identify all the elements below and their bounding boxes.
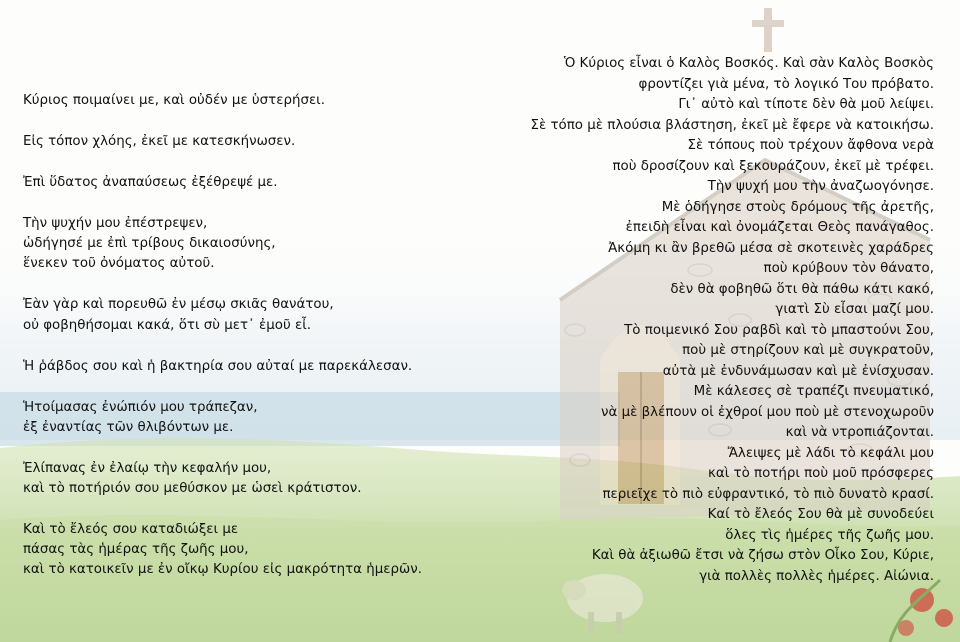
verse-line: Ἡτοίμασας ἐνώπιόν μου τράπεζαν, bbox=[23, 399, 258, 415]
verse-line: πάσας τὰς ἡμέρας τῆς ζωῆς μου, bbox=[23, 542, 249, 558]
verse-line: Ἡ ῥάβδος σου καὶ ἡ βακτηρία σου αὐταί με παρεκάλεσαν. bbox=[23, 358, 413, 374]
verse-line: Καὶ τὸ ἔλεός σου καταδιώξει με bbox=[23, 522, 239, 538]
paraphrase-line: Καί τὸ ἔλεός Σου θὰ μὲ συνοδεύει bbox=[707, 507, 934, 522]
paraphrase-line: ποὺ κρύβουν τὸν θάνατο, bbox=[763, 261, 934, 276]
paraphrase-line: Ἄλειψες μὲ λάδι τὸ κεφάλι μου bbox=[727, 445, 934, 461]
modern-greek-paraphrase bbox=[414, 54, 934, 587]
paraphrase-line: περιεῖχε τὸ πιὸ εὐφραντικό, τὸ πιὸ δυνατὸ κρασί. bbox=[602, 486, 934, 502]
verse-line: Ἐὰν γὰρ καὶ πορευθῶ ἐν μέσῳ σκιᾶς θανάτου, bbox=[23, 297, 334, 313]
paraphrase-line: ποὺ δροσίζουν καὶ ξεκουράζουν, ἐκεῖ μὲ τρέφει. bbox=[612, 158, 934, 174]
verse-line: Τὴν ψυχήν μου ἐπέστρεψεν, bbox=[23, 216, 208, 231]
paraphrase-line: Τὸ ποιμενικό Σου ραβδὶ καὶ τὸ μπαστούνι Σου, bbox=[624, 322, 934, 338]
paraphrase-line: Σὲ τόπους ποὺ τρέχουν ἄφθονα νερὰ bbox=[687, 138, 934, 153]
paraphrase-line: γιὰ πολλὲς πολλὲς ἡμέρες. Αἰώνια. bbox=[699, 568, 934, 584]
verse-line: ἐξ ἐναντίας τῶν θλιβόντων με. bbox=[23, 419, 234, 435]
verse-line: Εἰς τόπον χλόης, ἐκεῖ με κατεσκήνωσεν. bbox=[23, 134, 296, 149]
paraphrase-line: νὰ μὲ βλέπουν οἱ ἐχθροί μου ποὺ μὲ στενοχωροῦν bbox=[601, 404, 934, 420]
paraphrase-line: ὅλες τὶς ἡμέρες τῆς ζωῆς μου. bbox=[725, 527, 934, 543]
verse-line: ἕνεκεν τοῦ ὀνόματος αὐτοῦ. bbox=[23, 256, 215, 272]
verse-line: ὡδήγησέ με ἐπὶ τρίβους δικαιοσύνης, bbox=[23, 236, 276, 252]
verse-line: οὐ φοβηθήσομαι κακά, ὅτι σὺ μετ᾽ ἐμοῦ εἶ. bbox=[23, 317, 311, 333]
paraphrase-line: καὶ τὸ ποτήρι ποὺ μοῦ πρόσφερες bbox=[708, 466, 934, 481]
paraphrase-line: Τὴν ψυχή μου τὴν ἀναζωογόνησε. bbox=[707, 179, 934, 194]
paraphrase-line: Σὲ τόπο μὲ πλούσια βλάστηση, ἐκεῖ μὲ ἔφερε νὰ κατοικήσω. bbox=[530, 117, 934, 133]
verse-line: Κύριος ποιμαίνει με, καὶ οὐδέν με ὑστερήσει. bbox=[23, 93, 325, 108]
paraphrase-line: γιατὶ Σὺ εἶσαι μαζί μου. bbox=[775, 302, 934, 317]
paraphrase-line: Καὶ θὰ ἀξιωθῶ ἔτσι νὰ ζήσω στὸν Οἶκο Σου, Κύριε, bbox=[591, 548, 934, 563]
verse-line: καὶ τὸ ποτήριόν σου μεθύσκον με ὡσεὶ κράτιστον. bbox=[23, 481, 362, 497]
cross-icon bbox=[752, 8, 784, 52]
verse-line: Ἐλίπανας ἐν ἐλαίῳ τὴν κεφαλήν μου, bbox=[23, 460, 272, 476]
paraphrase-line: φροντίζει γιὰ μένα, τὸ λογικό Του πρόβατο. bbox=[638, 76, 934, 92]
paraphrase-line: δὲν θὰ φοβηθῶ ὅτι θὰ πάθω κάτι κακό, bbox=[670, 281, 934, 297]
paraphrase-line: ποὺ μὲ στηρίζουν καὶ μὲ συγκρατοῦν, bbox=[682, 343, 934, 358]
verse-line: καὶ τὸ κατοικεῖν με ἐν οἴκῳ Κυρίου εἰς μακρότητα ἡμερῶν. bbox=[23, 562, 422, 578]
paraphrase-line: ἐπειδὴ εἶναι καὶ ὀνομάζεται Θεὸς πανάγαθος. bbox=[625, 220, 934, 235]
paraphrase-line: Μὲ κάλεσες σὲ τραπέζι πνευματικό, bbox=[693, 384, 934, 399]
paraphrase-line: Μὲ ὁδήγησε στοὺς δρόμους τῆς ἀρετῆς, bbox=[661, 199, 934, 215]
paraphrase-line: Ἀκόμη κι ἂν βρεθῶ μέσα σὲ σκοτεινὲς χαράδρες bbox=[608, 240, 934, 256]
paraphrase-line: καὶ νὰ ντροπιάζονται. bbox=[785, 425, 934, 440]
paraphrase-line: Γι᾽ αὐτὸ καὶ τίποτε δὲν θὰ μοῦ λείψει. bbox=[678, 97, 934, 112]
verse-line: Ἐπὶ ὕδατος ἀναπαύσεως ἐξέθρεψέ με. bbox=[23, 175, 278, 190]
paraphrase-line: αὐτὰ μὲ ἐνδυνάμωσαν καὶ μὲ ἐνίσχυσαν. bbox=[662, 363, 934, 379]
paraphrase-line: Ὁ Κύριος εἶναι ὁ Καλὸς Βοσκός. Καὶ σὰν Καλὸς Βοσκὸς bbox=[563, 56, 934, 71]
